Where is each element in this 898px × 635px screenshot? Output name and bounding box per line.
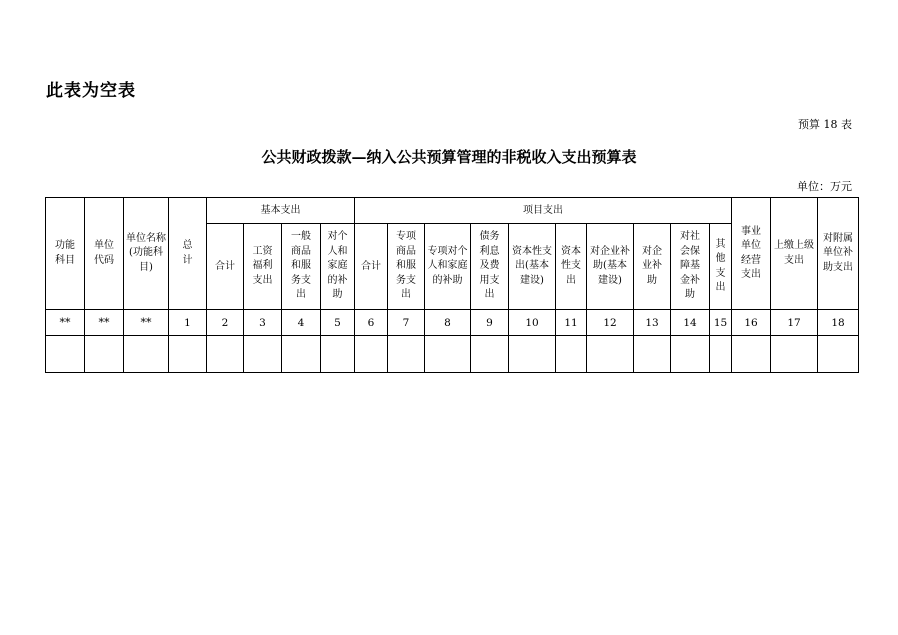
- index-row: [46, 310, 859, 336]
- empty-cell: [169, 336, 207, 373]
- index-cell: 3: [244, 310, 282, 336]
- header-function-code: 功能科目: [46, 198, 85, 310]
- header-group-basic: 基本支出: [207, 198, 355, 224]
- empty-cell: [355, 336, 388, 373]
- header-project-capital-basic: 资本性支出(基本建设): [509, 224, 556, 310]
- header-basic-subtotal: 合计: [207, 224, 244, 310]
- header-project-capital: 资本性支出: [556, 224, 587, 310]
- empty-cell: [634, 336, 671, 373]
- table-number: 预算 18 表: [798, 118, 852, 131]
- header-basic-wages: 工资福利支出: [244, 224, 282, 310]
- page-title: 公共财政拨款—纳入公共预算管理的非税收入支出预算表: [261, 148, 637, 166]
- empty-cell: [282, 336, 321, 373]
- empty-table-note: 此表为空表: [46, 81, 136, 101]
- empty-cell: [732, 336, 771, 373]
- header-project-enterprise-basic: 对企业补助(基本建设): [587, 224, 634, 310]
- index-cell: 13: [634, 310, 671, 336]
- empty-cell: [425, 336, 471, 373]
- header-project-special-individuals: 专项对个人和家庭的补助: [425, 224, 471, 310]
- empty-cell: [471, 336, 509, 373]
- empty-cell: [124, 336, 169, 373]
- unit-label: 单位：万元: [797, 180, 852, 193]
- index-cell: 8: [425, 310, 471, 336]
- index-cell: 17: [771, 310, 818, 336]
- empty-cell: [771, 336, 818, 373]
- empty-cell: [46, 336, 85, 373]
- index-cell: 14: [671, 310, 710, 336]
- empty-cell: [207, 336, 244, 373]
- index-cell: 6: [355, 310, 388, 336]
- empty-cell: [244, 336, 282, 373]
- budget-table: [45, 197, 859, 373]
- header-total: 总计: [169, 198, 207, 310]
- header-subsidiary: 对附属单位补助支出: [818, 198, 859, 310]
- index-cell: 7: [388, 310, 425, 336]
- header-project-other: 其他支出: [710, 224, 732, 310]
- empty-cell: [818, 336, 859, 373]
- index-cell: 16: [732, 310, 771, 336]
- empty-cell: [509, 336, 556, 373]
- header-project-social-security: 对社会保障基金补助: [671, 224, 710, 310]
- header-unit-code: 单位代码: [85, 198, 124, 310]
- index-cell: 15: [710, 310, 732, 336]
- index-cell: 10: [509, 310, 556, 336]
- index-cell: 18: [818, 310, 859, 336]
- header-row-groups: [46, 198, 859, 224]
- header-upper: 上缴上级支出: [771, 198, 818, 310]
- index-cell: **: [124, 310, 169, 336]
- index-cell: 5: [321, 310, 355, 336]
- index-cell: 2: [207, 310, 244, 336]
- header-project-subtotal: 合计: [355, 224, 388, 310]
- header-unit-name: 单位名称(功能科目): [124, 198, 169, 310]
- empty-cell: [321, 336, 355, 373]
- empty-cell: [587, 336, 634, 373]
- header-basic-individuals: 对个人和家庭的补助: [321, 224, 355, 310]
- empty-cell: [710, 336, 732, 373]
- index-cell: 9: [471, 310, 509, 336]
- index-cell: **: [46, 310, 85, 336]
- empty-cell: [388, 336, 425, 373]
- empty-cell: [85, 336, 124, 373]
- empty-cell: [671, 336, 710, 373]
- index-cell: 4: [282, 310, 321, 336]
- empty-cell: [556, 336, 587, 373]
- header-project-enterprise: 对企业补助: [634, 224, 671, 310]
- index-cell: 11: [556, 310, 587, 336]
- index-cell: **: [85, 310, 124, 336]
- empty-data-row: [46, 336, 859, 373]
- header-project-debt-interest: 债务利息及费用支出: [471, 224, 509, 310]
- index-cell: 12: [587, 310, 634, 336]
- header-project-special-goods: 专项商品和服务支出: [388, 224, 425, 310]
- index-cell: 1: [169, 310, 207, 336]
- header-business: 事业单位经营支出: [732, 198, 771, 310]
- header-group-project: 项目支出: [355, 198, 732, 224]
- header-basic-goods: 一般商品和服务支出: [282, 224, 321, 310]
